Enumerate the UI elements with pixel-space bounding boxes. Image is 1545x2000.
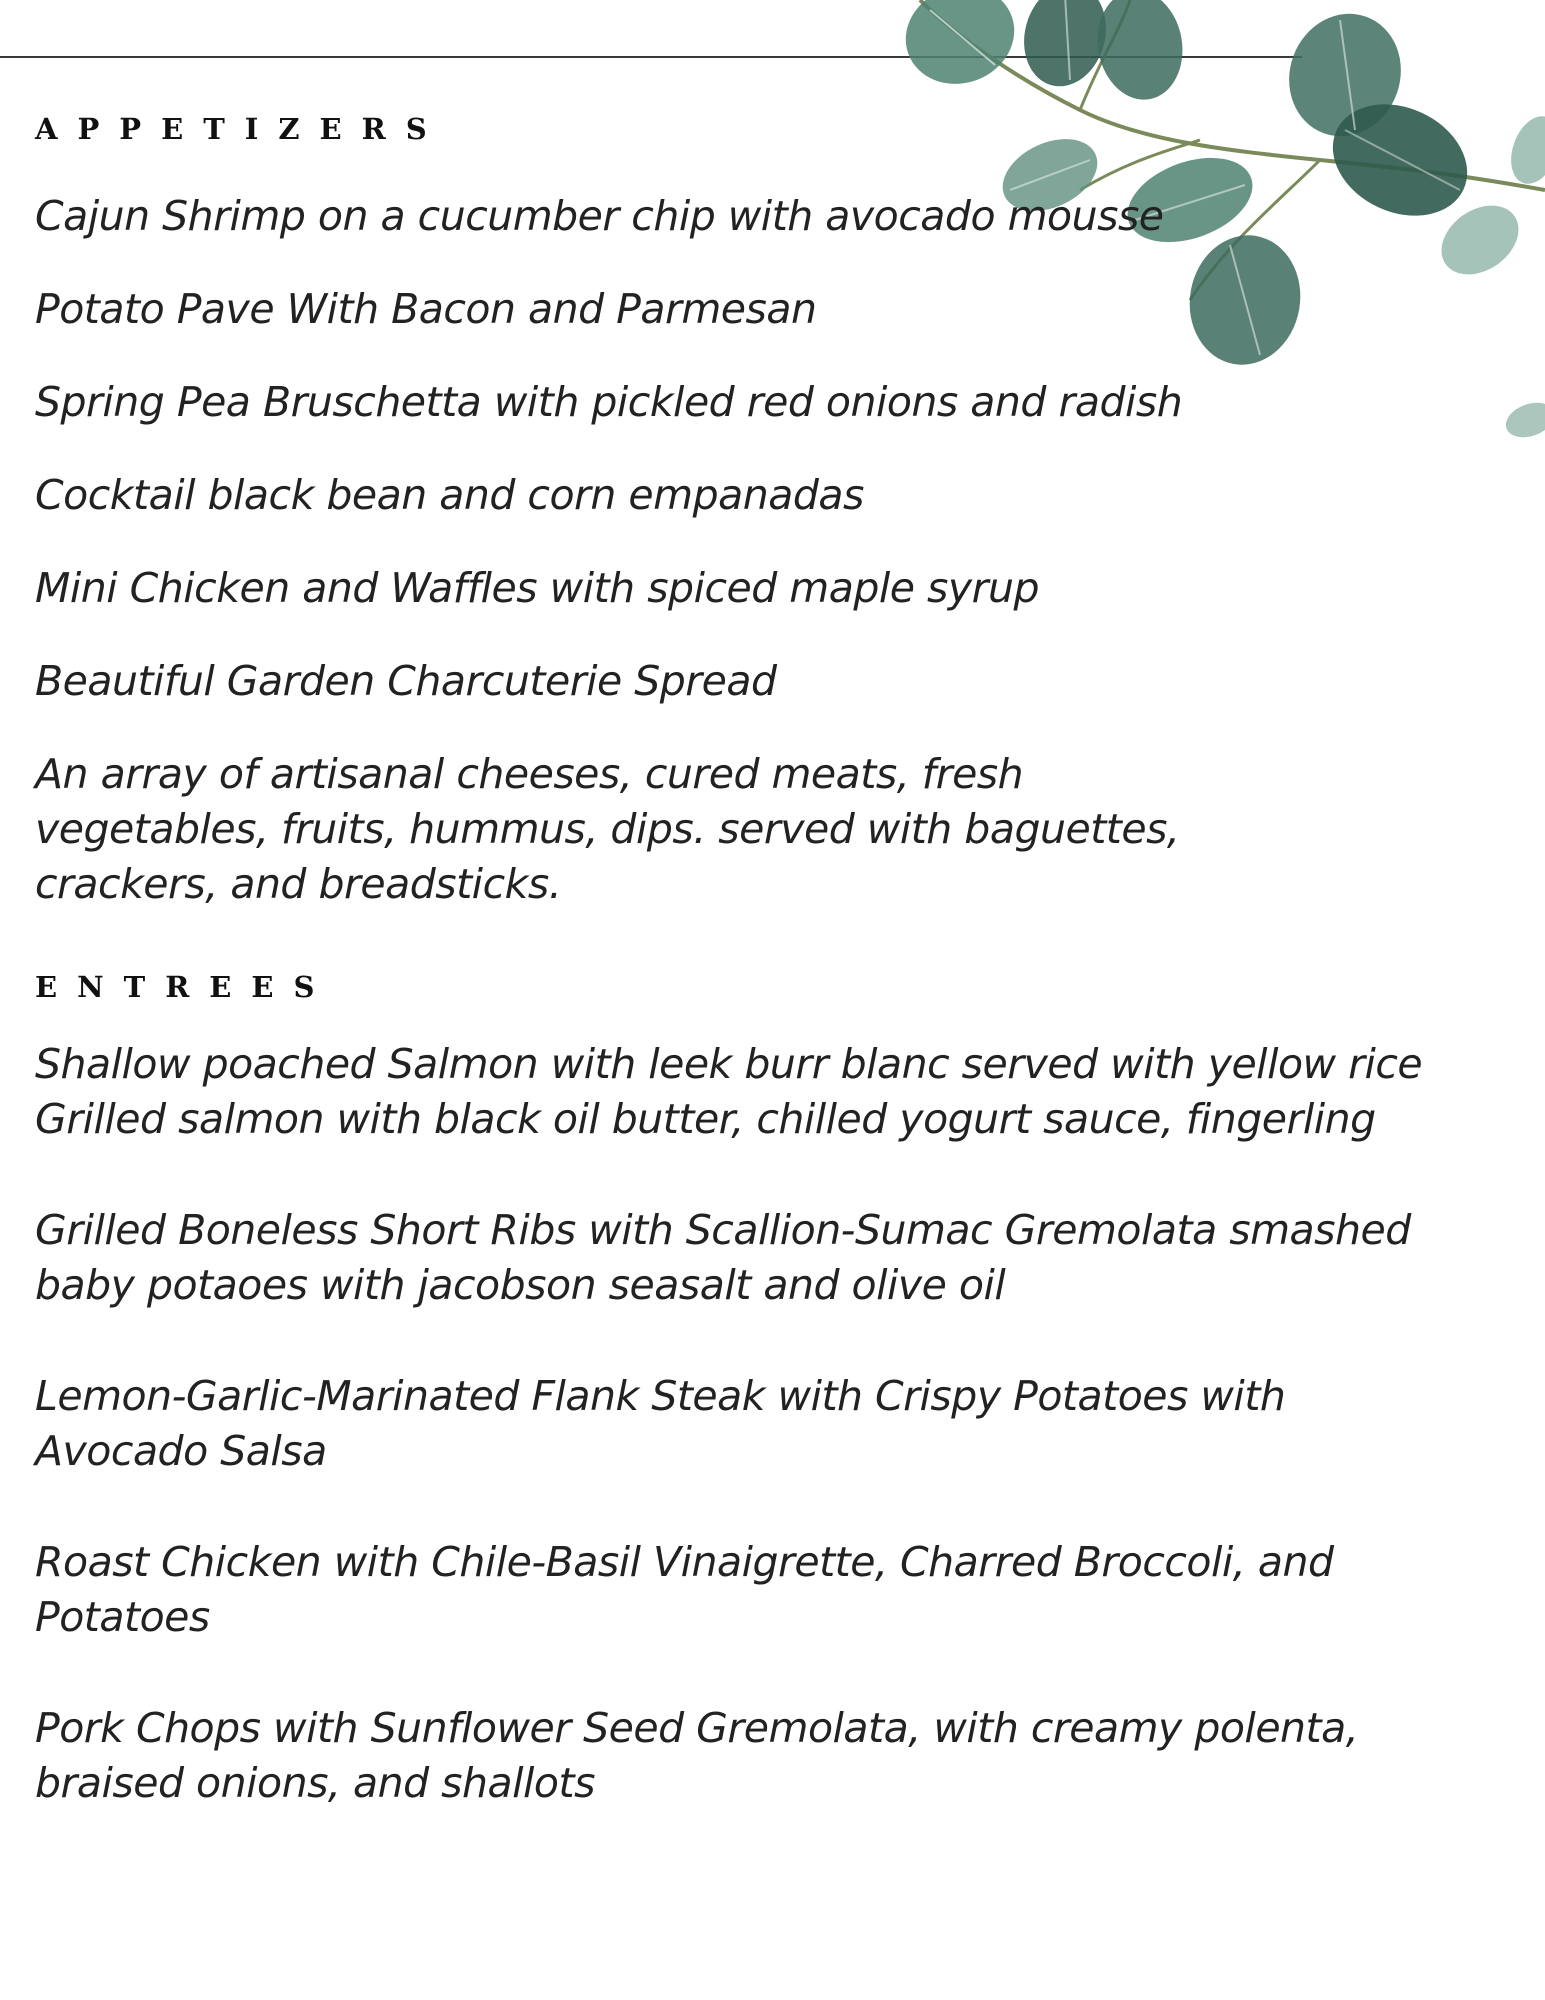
entree-line: Avocado Salsa: [35, 1427, 327, 1475]
appetizer-item: Beautiful Garden Charcuterie Spread: [35, 657, 777, 705]
entree-line: braised onions, and shallots: [35, 1759, 595, 1807]
charcuterie-description-line: crackers, and breadsticks.: [35, 860, 562, 908]
entree-line: Roast Chicken with Chile-Basil Vinaigrette, Charred Broccoli, and: [35, 1538, 1334, 1586]
entrees-heading: ENTREES: [35, 970, 335, 1004]
appetizer-item: Cajun Shrimp on a cucumber chip with avocado mousse: [35, 192, 1164, 240]
appetizer-item: Potato Pave With Bacon and Parmesan: [35, 285, 817, 333]
appetizer-item: Cocktail black bean and corn empanadas: [35, 471, 864, 519]
appetizers-heading: APPETIZERS: [35, 112, 447, 146]
charcuterie-description-line: vegetables, fruits, hummus, dips. served with baguettes,: [35, 805, 1180, 853]
entree-line: Lemon-Garlic-Marinated Flank Steak with Crispy Potatoes with: [35, 1372, 1286, 1420]
entree-line: Grilled salmon with black oil butter, chilled yogurt sauce, fingerling: [35, 1095, 1376, 1143]
entree-line: Grilled Boneless Short Ribs with Scallion-Sumac Gremolata smashed: [35, 1206, 1411, 1254]
entree-line: Pork Chops with Sunflower Seed Gremolata, with creamy polenta,: [35, 1704, 1359, 1752]
charcuterie-description-line: An array of artisanal cheeses, cured meats, fresh: [35, 750, 1024, 798]
entree-line: baby potaoes with jacobson seasalt and olive oil: [35, 1261, 1006, 1309]
appetizer-item: Mini Chicken and Waffles with spiced maple syrup: [35, 564, 1040, 612]
entree-line: Shallow poached Salmon with leek burr blanc served with yellow rice: [35, 1040, 1423, 1088]
appetizer-item: Spring Pea Bruschetta with pickled red onions and radish: [35, 378, 1183, 426]
entree-line: Potatoes: [35, 1593, 210, 1641]
